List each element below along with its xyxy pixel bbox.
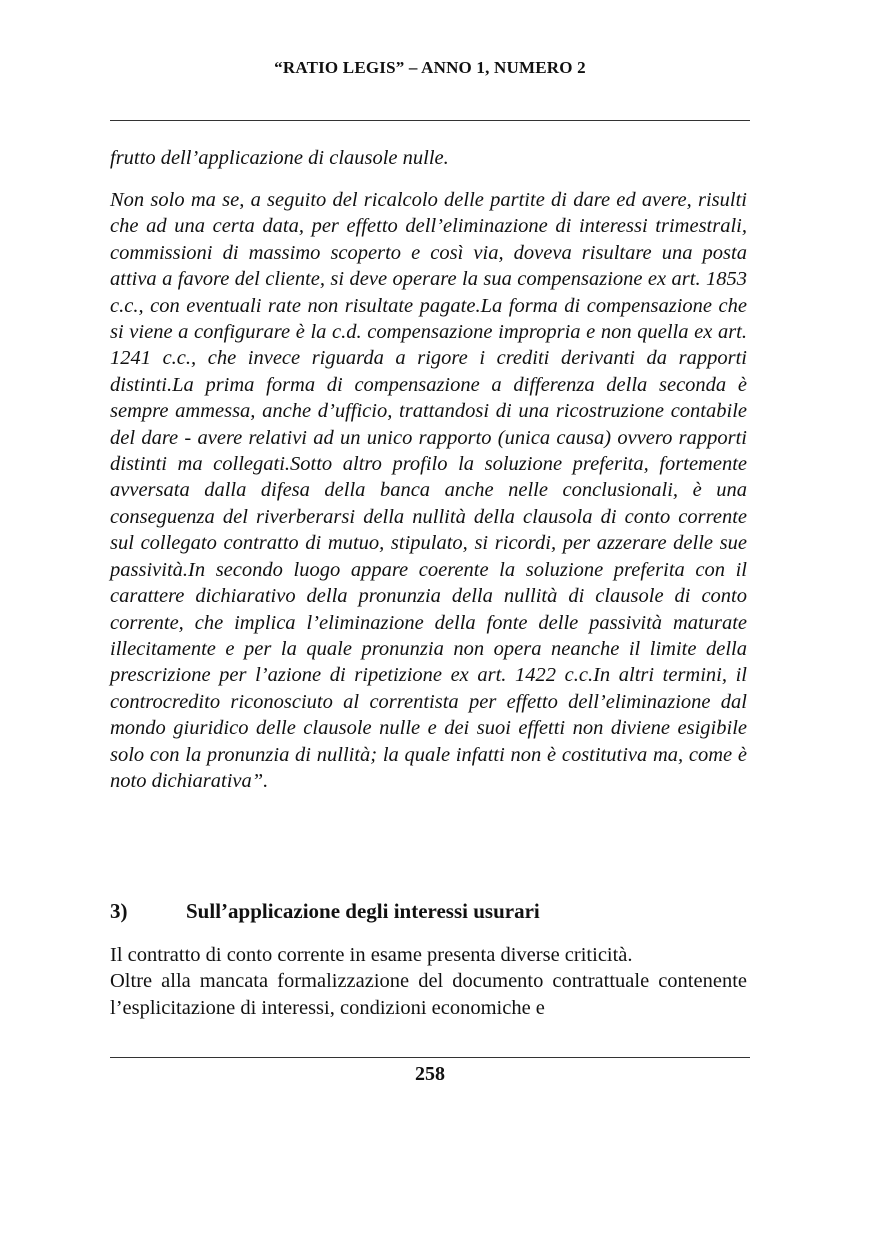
running-head: “RATIO LEGIS” – ANNO 1, NUMERO 2 bbox=[274, 58, 586, 77]
page-number: 258 bbox=[415, 1063, 445, 1085]
footer-rule bbox=[110, 1057, 750, 1058]
section-title: Sull’applicazione degli interessi usurari bbox=[186, 899, 540, 923]
paragraph-text: Oltre alla mancata formalizzazione del documento contrattuale contenente l’esplicitazione di interessi, condizioni economiche e bbox=[110, 970, 747, 1019]
paragraph-text: Non solo ma se, a seguito del ricalcolo delle partite di dare ed avere, risulti che ad una certa data, per effetto dell’eliminazione di interessi trimestrali, commissioni di massimo scoperto e così via, doveva risultare una posta attiva a favore del cliente, si deve operare la sua compensazione ex art. 1853 c.c., con eventuali rate non risultate pagate.La forma di compensazione che si viene a configurare è la c.d. compensazione impropria e non quella ex art. 1241 c.c., che invece riguarda a rigore i crediti derivanti da rapporti distinti.La prima forma di compensazione a differenza della seconda è sempre ammessa, anche d’ufficio, trattandosi di una ricostruzione contabile del dare - avere relativi ad un unico rapporto (unica causa) ovvero rapporti distinti ma collegati.Sotto altro profilo la soluzione preferita, fortemente avversata dalla difesa della banca anche nelle conclusionali, è una conseguenza del riverberarsi della nullità della clausola di conto corrente sul collegato contratto di mutuo, stipulato, si ricordi, per azzerare delle sue passività.In secondo luogo appare coerente la soluzione preferita con il carattere dichiarativo della pronunzia della nullità di clausole di conto corrente, che implica l’eliminazione della fonte delle passività maturate illecitamente e per la quale pronunzia non opera neanche il limite della prescrizione per l’azione di ripetizione ex art. 1422 c.c.In altri termini, il controcredito riconosciuto al correntista per effetto dell’eliminazione dal mondo giuridico delle clausole nulle e dei suoi effetti non diviene esigibile solo con la pronunzia di nullità; la quale infatti non è costitutiva ma, come è noto dichiarativa”. bbox=[110, 189, 747, 792]
header-rule bbox=[110, 120, 750, 121]
section-number: 3) bbox=[110, 899, 128, 923]
body-paragraph bbox=[110, 187, 747, 794]
body-paragraph bbox=[110, 942, 747, 1021]
body-paragraph bbox=[110, 145, 747, 171]
paragraph-first-line: Il contratto di conto corrente in esame presenta diverse criticità. bbox=[110, 944, 633, 966]
section-heading bbox=[110, 898, 747, 924]
paragraph-text: frutto dell’applicazione di clausole nulle. bbox=[110, 147, 449, 169]
